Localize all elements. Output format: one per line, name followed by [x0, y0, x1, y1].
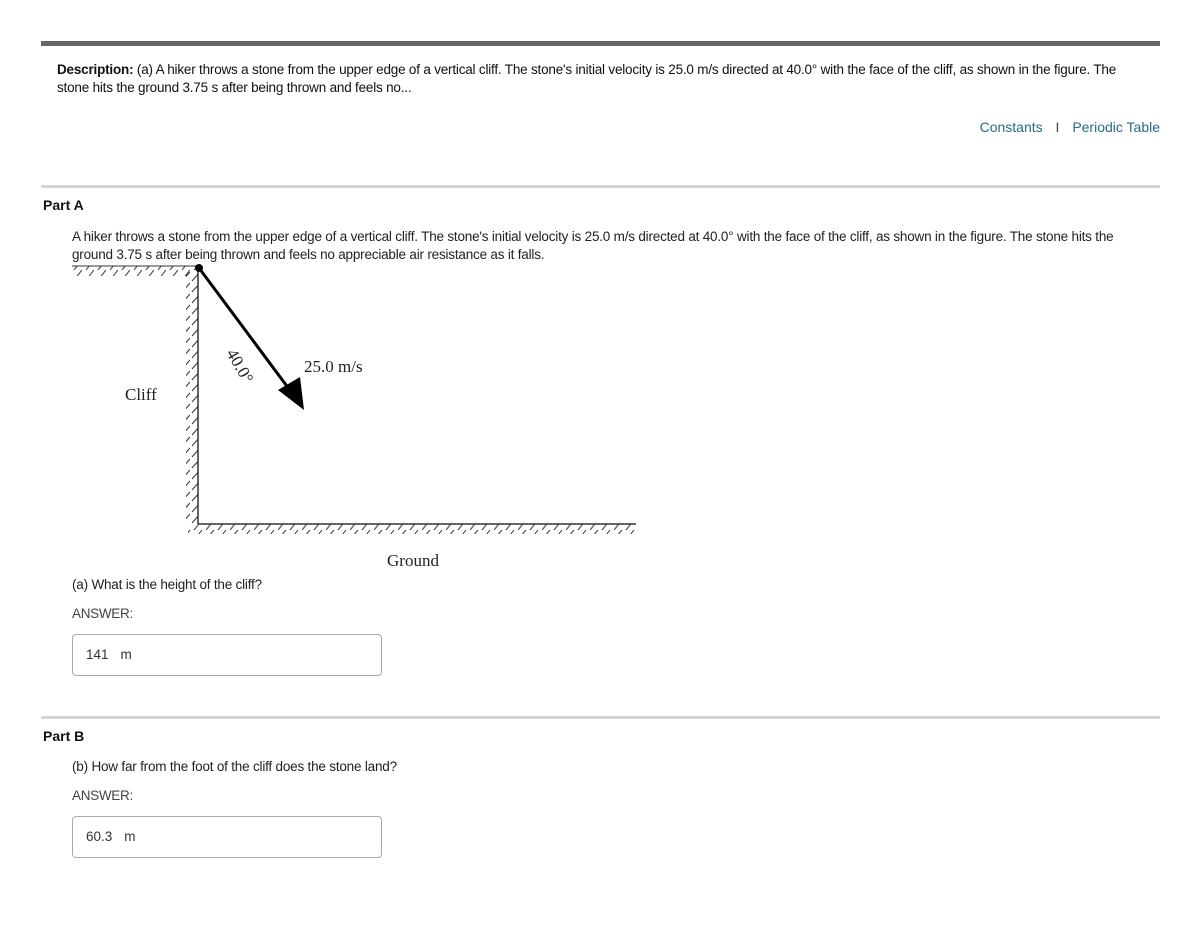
- part-b-answer-unit: m: [124, 829, 136, 844]
- velocity-arrowhead: [278, 377, 304, 410]
- part-a-answer-label: ANSWER:: [72, 606, 133, 621]
- part-b-answer-label: ANSWER:: [72, 788, 133, 803]
- cliff-label: Cliff: [125, 385, 157, 404]
- part-a-divider: [41, 185, 1160, 188]
- part-a-title: Part A: [43, 197, 84, 213]
- description-text: (a) A hiker throws a stone from the upper edge of a vertical cliff. The stone's initial velocity is 25.0 m/s directed at 40.0° with the face of the cliff, as shown in the figure. The stone hits the ground 3.75 s after being thrown and feels no...: [57, 62, 1117, 95]
- part-b-answer-field[interactable]: [72, 816, 382, 858]
- ground-hatch: [188, 524, 636, 534]
- periodic-table-link[interactable]: Periodic Table: [1072, 119, 1160, 135]
- part-a-problem-text: A hiker throws a stone from the upper edge of a vertical cliff. The stone's initial velocity is 25.0 m/s directed at 40.0° with the face of the cliff, as shown in the figure. The stone hits the ground 3.75 s after being thrown and feels no appreciable air resistance as it falls.: [72, 229, 1114, 262]
- part-b-title: Part B: [43, 728, 85, 744]
- part-a-answer-value: 141: [86, 647, 109, 662]
- part-a-answer-field[interactable]: [72, 634, 382, 676]
- part-b-divider: [41, 716, 1160, 719]
- ground-label: Ground: [387, 551, 439, 570]
- cliff-figure: [60, 260, 660, 580]
- part-b-question: (b) How far from the foot of the cliff does the stone land?: [72, 759, 397, 774]
- description-label: Description:: [57, 62, 134, 77]
- problem-description: [57, 61, 1147, 97]
- resource-links: [980, 119, 1160, 135]
- cliff-top-hatch: [72, 266, 198, 276]
- top-divider: [41, 41, 1160, 46]
- link-separator: I: [1055, 119, 1060, 135]
- velocity-label: 25.0 m/s: [304, 357, 363, 376]
- cliff-face-hatch: [186, 272, 198, 524]
- part-a-question: (a) What is the height of the cliff?: [72, 577, 262, 592]
- part-b-answer-value: 60.3: [86, 829, 113, 844]
- constants-link[interactable]: Constants: [979, 119, 1043, 135]
- part-a-answer-unit: m: [120, 647, 132, 662]
- angle-label: 40.0°: [222, 345, 258, 387]
